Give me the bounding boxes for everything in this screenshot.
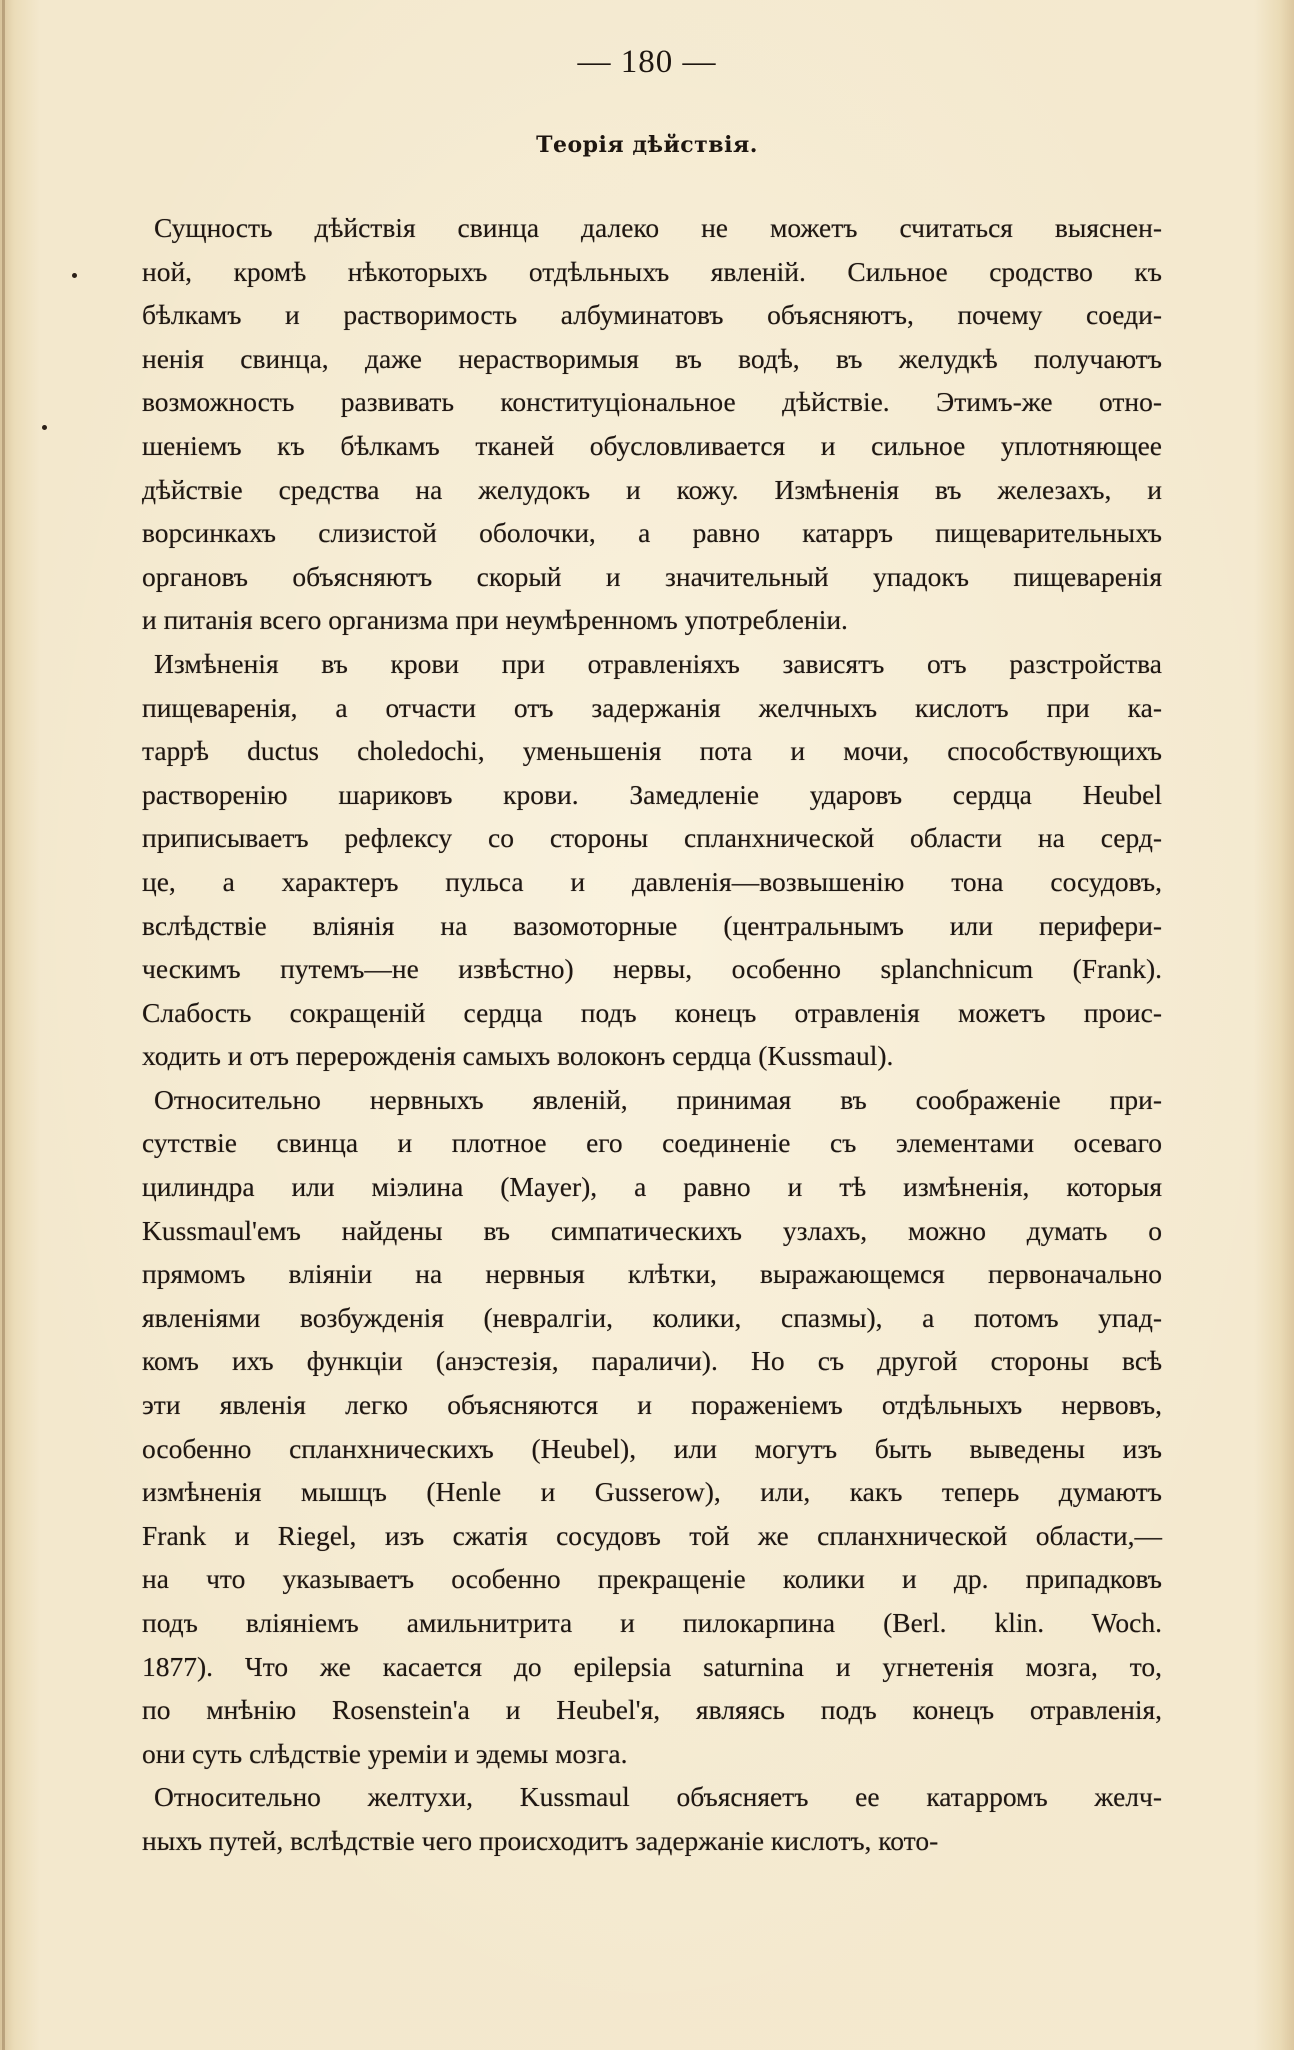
paragraph <box>142 1775 1162 1862</box>
text-line: Frank и Riegel, изъ сжатія сосудовъ той же спланхнической области,— <box>142 1519 1162 1551</box>
text-line: приписываетъ рефлексу со стороны спланхнической области на серд- <box>142 822 1162 854</box>
text-line: ныхъ путей, вслѣдствіе чего происходитъ задержаніе кислотъ, кото- <box>142 1824 939 1856</box>
text-line: Слабость сокращеній сердца подъ конецъ отравленія можетъ проис- <box>142 996 1162 1028</box>
body-text <box>142 206 1162 1863</box>
paragraph <box>142 1078 1162 1776</box>
page-edge <box>2 0 5 2050</box>
text-line: таррѣ ductus choledochi, уменьшенія пота и мочи, способствующихъ <box>142 735 1162 767</box>
text-line: Kussmaul'емъ найдены въ симпатическихъ узлахъ, можно думать о <box>142 1214 1162 1246</box>
text-line: ной, кромѣ нѣкоторыхъ отдѣльныхъ явленій. Сильное сродство къ <box>142 255 1162 287</box>
text-line: измѣненія мышцъ (Henle и Gusserow), или, какъ теперь думаютъ <box>142 1476 1162 1508</box>
text-line: ворсинкахъ слизистой оболочки, а равно катарръ пищеварительныхъ <box>142 517 1162 549</box>
text-line: раствоpенію шариковъ крови. Замедленіе ударовъ сердца Heubel <box>142 778 1162 810</box>
text-line: Сущность дѣйствія свинца далеко не можетъ считаться выяснен- <box>154 212 1162 243</box>
margin-mark <box>42 425 47 430</box>
text-line: 1877). Что же касается до epilepsia saturnina и угнетенія мозга, то, <box>142 1650 1162 1682</box>
text-line: комъ ихъ функціи (анэстезія, параличи). Но съ другой стороны всѣ <box>142 1345 1162 1377</box>
text-line: возможность развивать конституціональное дѣйствіе. Этимъ-же отно- <box>142 386 1162 418</box>
text-line: прямомъ вліяніи на нервныя клѣтки, выражающемся первоначально <box>142 1258 1162 1290</box>
text-line: дѣйствіе средства на желудокъ и кожу. Измѣненія въ железахъ, и <box>142 473 1162 505</box>
text-line: Измѣненія въ крови при отравленіяхъ зависятъ отъ разстройства <box>154 647 1162 679</box>
text-line: бѣлкамъ и растворимость албуминатовъ объясняютъ, почему соеди- <box>142 299 1162 331</box>
text-line: цилиндра или міэлина (Mayer), а равно и тѣ измѣненія, которыя <box>142 1171 1162 1203</box>
text-line: они суть слѣдствіе уреміи и эдемы мозга. <box>142 1737 628 1769</box>
text-line: ческимъ путемъ—не извѣстно) нервы, особенно splanchnicum (Frank). <box>142 953 1162 985</box>
text-line: явленіями возбужденія (невралгіи, колики, спазмы), а потомъ упад- <box>142 1301 1162 1333</box>
text-line: органовъ объясняютъ скорый и значительный упадокъ пищеваренія <box>142 560 1162 592</box>
text-line: ненія свинца, даже нерастворимыя въ водѣ, въ желудкѣ получаютъ <box>142 342 1162 374</box>
text-line: особенно спланхническихъ (Heubel), или могутъ быть выведены изъ <box>142 1432 1162 1464</box>
text-line: пищеваренія, а отчасти отъ задержанія желчныхъ кислотъ при ка- <box>142 691 1162 723</box>
section-heading: Теорія дѣйствія. <box>536 132 758 158</box>
text-line: Относительно нервныхъ явленій, принимая въ соображеніе при- <box>154 1083 1162 1115</box>
page-number: — 180 — <box>577 44 717 80</box>
text-line: подъ вліяніемъ амильнитрита и пилокарпина (Berl. klin. Woch. <box>142 1607 1162 1638</box>
text-line: це, а характеръ пульса и давленія—возвышенію тона сосудовъ, <box>142 865 1162 897</box>
text-line: и питанія всего организма при неумѣренномъ употребленіи. <box>142 604 848 636</box>
margin-mark <box>72 273 77 278</box>
text-line: шеніемъ къ бѣлкамъ тканей обусловливается и сильное уплотняющее <box>142 429 1162 461</box>
text-line: сутствіе свинца и плотное его соединеніе съ элементами осеваго <box>142 1127 1162 1159</box>
paragraph <box>142 206 1162 642</box>
text-line: по мнѣнію Rosenstein'а и Heubel'я, являясь подъ конецъ отравленія, <box>142 1694 1162 1726</box>
text-line: ходить и отъ перерожденія самыхъ волоконъ сердца (Kussmaul). <box>142 1040 894 1072</box>
text-line: вслѣдствіе вліянія на вазомоторные (центральнымъ или перифери- <box>142 909 1162 941</box>
paragraph <box>142 642 1162 1078</box>
text-line: эти явленія легко объясняются и пораженіемъ отдѣльныхъ нервовъ, <box>142 1389 1162 1421</box>
text-line: на что указываетъ особенно прекращеніе колики и др. припадковъ <box>142 1563 1162 1595</box>
text-line: Относительно желтухи, Kussmaul объясняетъ ее катарромъ желч- <box>154 1781 1162 1813</box>
